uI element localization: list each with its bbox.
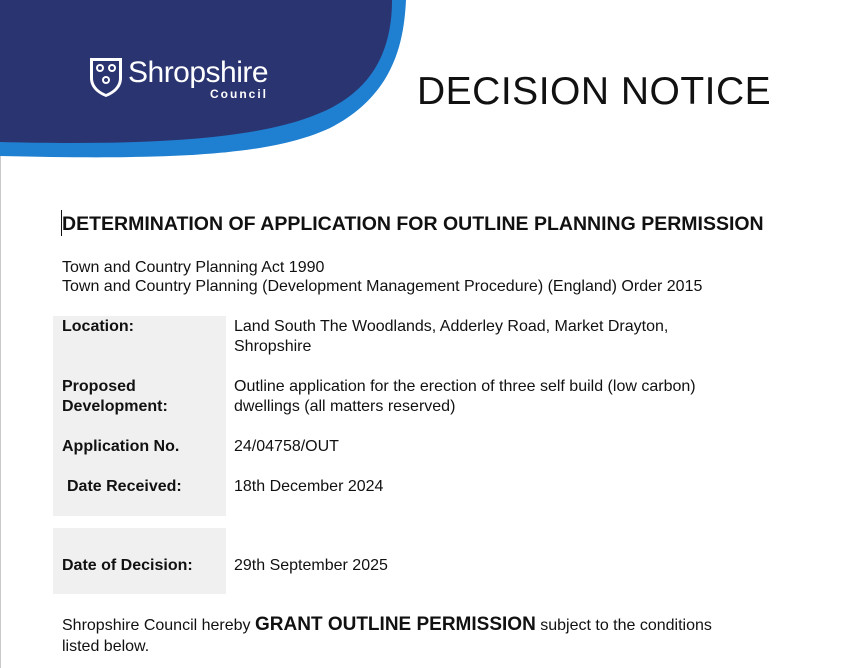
act-line: Town and Country Planning (Development Management Procedure) (England) Order 2015 [62, 278, 703, 295]
application-no-label: Application No. [62, 438, 180, 455]
determination-heading: DETERMINATION OF APPLICATION FOR OUTLINE PLANNING PERMISSION [62, 213, 764, 235]
date-of-decision-value: 29th September 2025 [234, 557, 388, 574]
council-logo [88, 56, 288, 104]
date-of-decision-label: Date of Decision: [62, 557, 193, 574]
decision-line2: listed below. [62, 638, 150, 655]
acts-list [62, 258, 702, 296]
council-sub: Council [210, 87, 268, 101]
application-no-value: 24/04758/OUT [234, 438, 339, 455]
proposed-value-line1: Outline application for the erection of three self build (low carbon) [234, 378, 696, 395]
council-name: Shropshire [128, 56, 269, 89]
date-received-label: Date Received: [67, 478, 182, 495]
location-label: Location: [62, 318, 134, 335]
decision-suffix: subject to the conditions [535, 617, 712, 634]
date-received-value: 18th December 2024 [234, 478, 384, 495]
decision-statement [62, 614, 802, 657]
location-value-line1: Land South The Woodlands, Adderley Road, Market Drayton, [234, 318, 669, 335]
proposed-value-line2: dwellings (all matters reserved) [234, 398, 456, 415]
crest-icon [88, 56, 124, 98]
notice-title: DECISION NOTICE [417, 70, 772, 113]
proposed-label-line2: Development: [62, 398, 168, 415]
proposed-label-line1: Proposed [62, 378, 136, 395]
location-value-line2: Shropshire [234, 338, 312, 355]
decision-prefix: Shropshire Council hereby [62, 617, 255, 634]
decision-emphasis: GRANT OUTLINE PERMISSION [255, 614, 536, 635]
act-line: Town and Country Planning Act 1990 [62, 259, 325, 276]
